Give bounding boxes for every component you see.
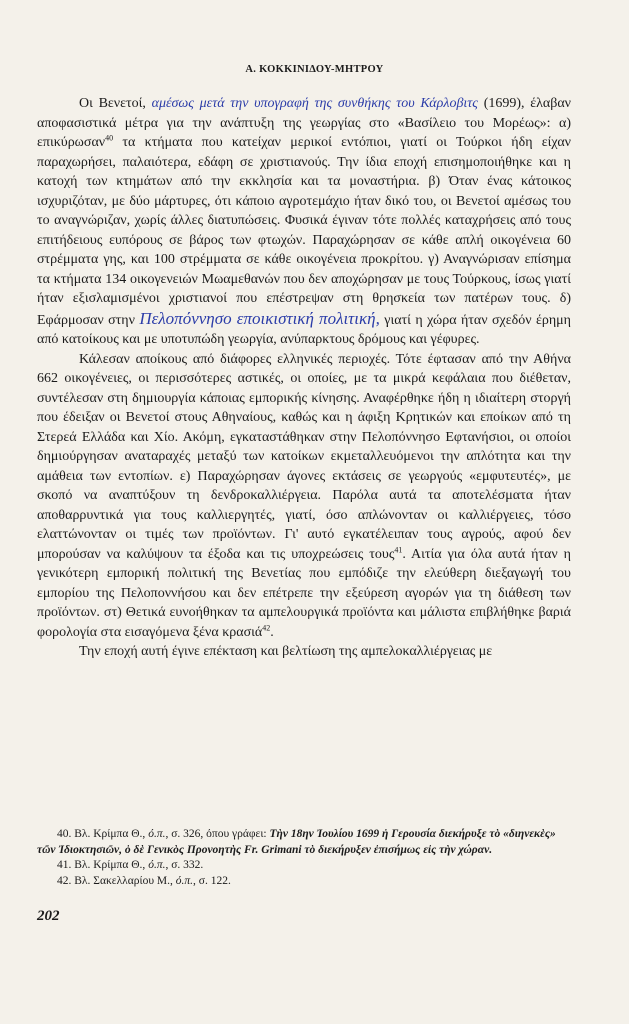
paragraph-1: Οι Βενετοί, αμέσως μετά την υπογραφή της συνθήκης του Κάρλοβιτς (1699), έλαβαν αποφασιστικά μέτρα για την ανάπτυξη της γεωργίας στο «Βασίλειο του Μορέως»: α) επικύρωσαν$^{40}$ τα κτήματα που κατείχαν μερικοί εντόπιοι, γιατί οι Τούρκοι ήδη είχαν παραχωρήσει, παλαιότερα, εδάφη σε χριστιανούς. Την ίδια εποχή επισημοποιήθηκε και η κατοχή των κτημάτων από την εκκλησία και τα μοναστήρια. β) Όταν ένας κάτοικος ισχυριζόταν, με δύο μάρτυρες, ότι κάποιο αγροτεμάχιο ήταν δικό του, οι Βενετοί αμέσως του το αναγνώριζαν, χωρίς άλλες διατυπώσεις. Φυσικά έγιναν τότε πολλές καταχρήσεις από τους επιτήδειους ευπόρους σε βάρος των φτωχών. Παραχώρησαν σε κάθε απλή οικογένεια 60 στρέμματα γης, και 100 στρέμματα σε κάθε οικογένεια προκρίτου. γ) Αναγνώρισαν επίσημα τα κτήματα 134 οικογενειών Μωαμεθανών που δεν αποχώρησαν με τους Τούρκους, ίσως γιατί ήταν εξισλαμισμένοι χριστιανοί που επέστρεψαν στη θρησκεία των πατέρων τους. δ) Εφάρμοσαν στην Πελοπόννησο εποικιστική πολιτική, γιατί η χώρα ήταν σχεδόν έρημη από κατοίκους και με υποτυπώδη γεωργία, ανύπαρκτους δρόμους και γέφυρες. [37, 96, 572, 347]
main-text [37, 94, 571, 662]
page-number: 202 [37, 908, 60, 924]
running-header: Α. ΚΟΚΚΙΝΙΔΟΥ-ΜΗΤΡΟΥ [245, 64, 384, 75]
footnote-quote: Τὴν 18ην Ἰουλίου 1699 ἡ Γερουσία διεκήρυξε τὸ «διηνεκὲς» τῶν Ἰδιοκτησιῶν, ὁ δὲ Γενικὸς Προνοητὴς Fr. Grimani τὸ διεκήρυξεν ἐπισήμως εἰς τὴν χώραν. [37, 828, 556, 856]
paragraph-2: Κάλεσαν αποίκους από διάφορες ελληνικές περιοχές. Τότε έφτασαν από την Αθήνα 662 οικογένειες, οι περισσότερες αστικές, οι οποίες, με τα μικρά κεφάλαια που διέθεταν, συντέλεσαν στη δημιουργία κάποιας εμπορικής κίνησης. Αναφέρθηκε ήδη η ιδιαίτερη στοργή που έδειξαν οι Βενετοί στους Αθηναίους, καθώς και η άφιξη Κρητικών και εποίκων από τη Στερεά Ελλάδα και Χίο. Ακόμη, εγκαταστάθηκαν στην Πελοπόννησο Εφτανήσιοι, οι οποίοι δημιούργησαν αναταραχές μεταξύ των κατοίκων εκμεταλλευόμενοι την απλότητα και την αμάθεια των εντοπίων. ε) Παραχώρησαν άγονες εκτάσεις σε γεωργούς «εμφυτευτές», με σκοπό να αναπτύξουν τη δενδροκαλλιέργεια. Παρόλα αυτά τα αποτελέσματα ήταν αποθαρρυντικά για τους καλλιεργητές, γιατί, όσο απλώνονταν οι καλλιέργειες, τόσο ελαττώνονταν οι τιμές των προϊόντων. Γι' αυτό εγκατέλειπαν τους αγρούς, αφού δεν μπορούσαν να καλύψουν τα έξοδα και τις υποχρεώσεις τους$^{41}$. Αιτία για όλα αυτά ήταν η γενικότερη εμπορική πολιτική της Βενετίας που εμπόδιζε την ελεύθερη διεξαγωγή του εμπορίου της Πελοποννήσου και δεν επέτρεπε την εξεύρεση αγορών για τη διάθεση των προϊόντων. στ) Θετικά ευνοήθηκαν τα αμπελουργικά προϊόντα και μάλιστα επιβλήθηκε βαριά φορολογία στα εισαγόμενα ξένα κρασιά$^{42}$. [37, 351, 571, 640]
paragraph-3: Την εποχή αυτή έγινε επέκταση και βελτίωση της αμπελοκαλλιέργειας με [79, 644, 493, 659]
footnote-ref-40[interactable]: 40 [105, 133, 114, 143]
highlighted-phrase: αμέσως μετά την υπογραφή της συνθήκης του Κάρλοβιτς [151, 96, 478, 111]
footnote-40: 40. Βλ. Κρίμπα Θ., ό.π., σ. 326, όπου γράφει: Τὴν 18ην Ἰουλίου 1699 ἡ Γερουσία διεκήρυξε τὸ «διηνεκὲς» τῶν Ἰδιοκτησιῶν, ὁ δὲ Γενικὸς Προνοητὴς Fr. Grimani τὸ διεκήρυξεν ἐπισήμως εἰς τὴν χώραν. [37, 828, 556, 856]
footnote-ref-41[interactable]: 41 [394, 544, 403, 554]
highlighted-phrase: Πελοπόννησο εποικιστική πολιτική, [139, 308, 380, 328]
footnote-41: 41. Βλ. Κρίμπα Θ., ό.π., σ. 332. [57, 859, 204, 871]
footnote-ref-42[interactable]: 42 [262, 622, 271, 632]
footnote-42: 42. Βλ. Σακελλαρίου Μ., ό.π., σ. 122. [57, 874, 231, 887]
footnotes [37, 827, 571, 889]
